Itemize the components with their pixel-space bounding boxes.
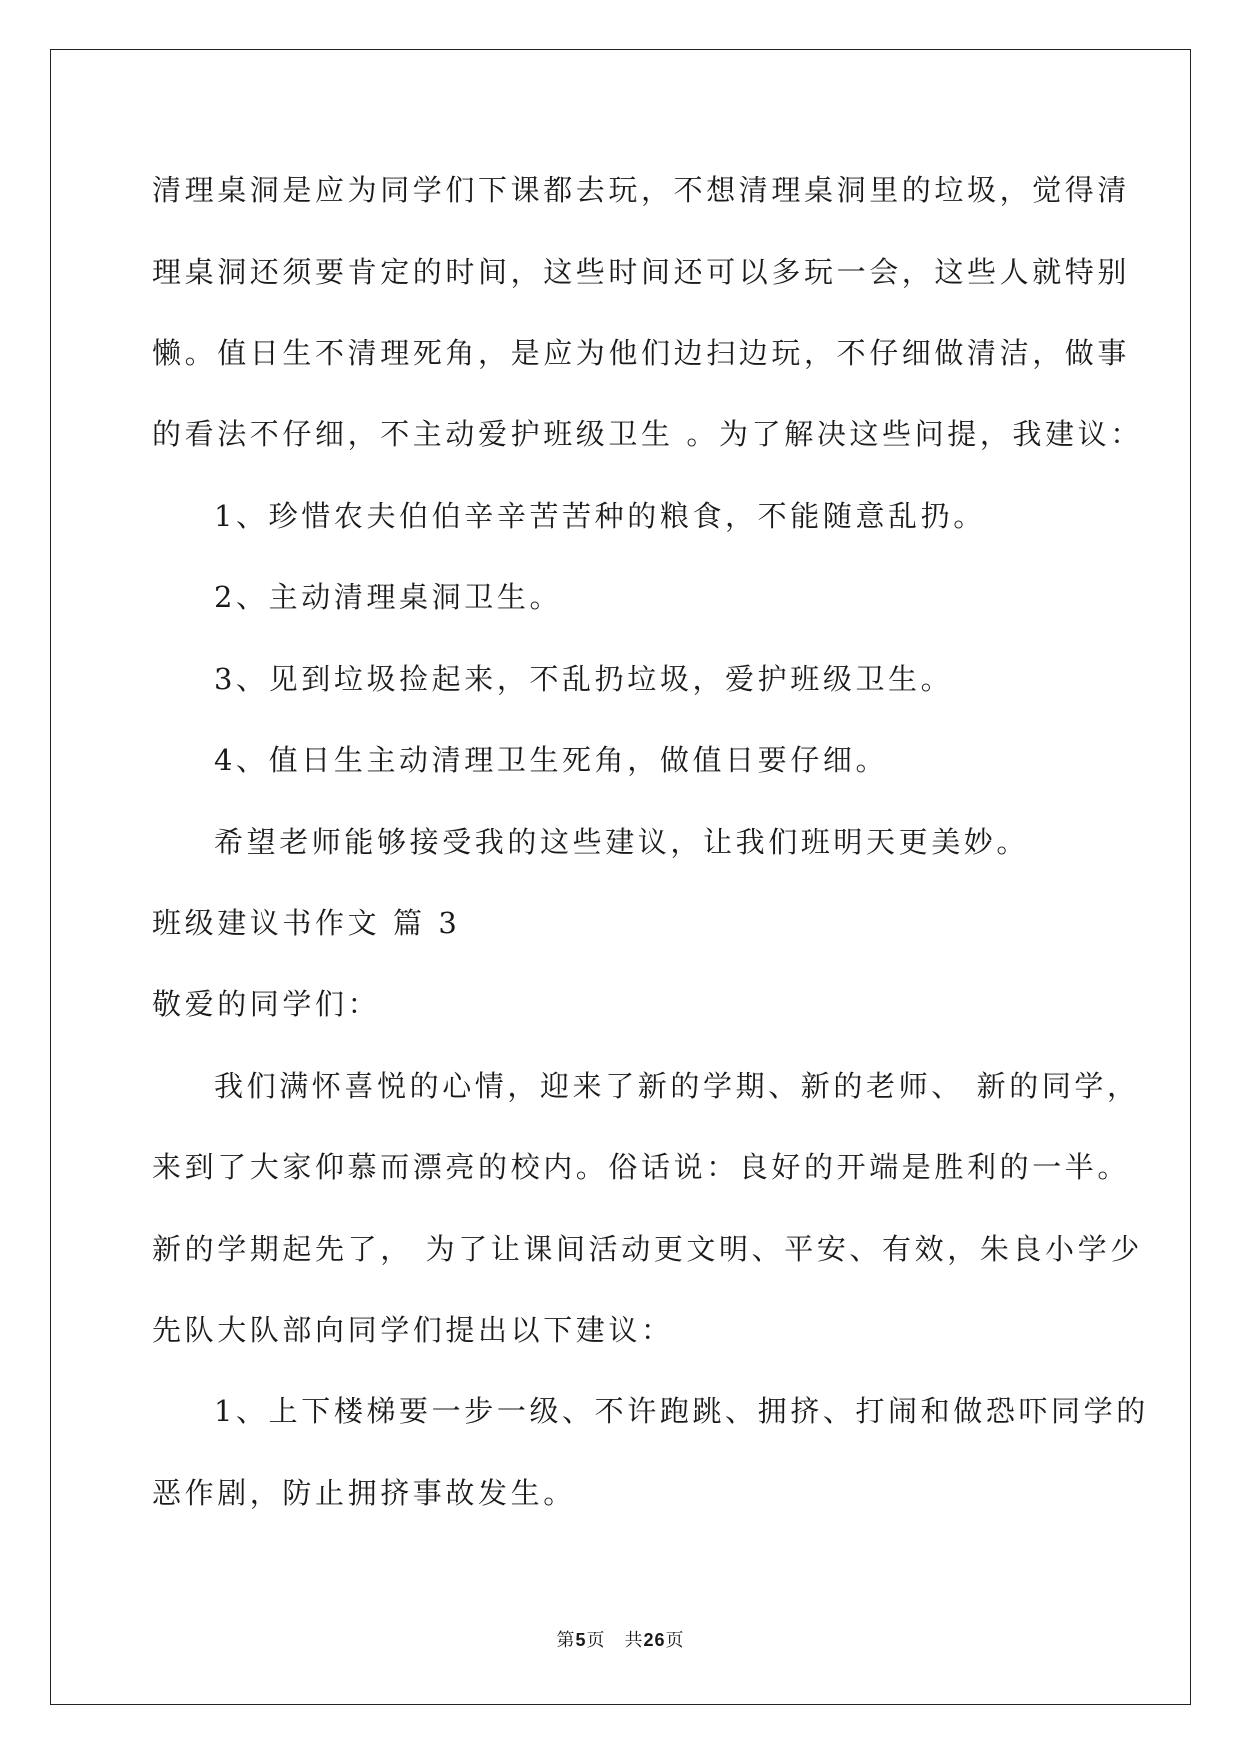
paragraph-line: 新的学期起先了， 为了让课间活动更文明、平安、有效，朱良小学少 [152,1232,1143,1266]
page-footer [0,1628,1241,1653]
paragraph-line: 清理桌洞是应为同学们下课都去玩，不想清理桌洞里的垃圾，觉得清 [152,173,1131,207]
list-item: 3、见到垃圾捡起来，不乱扔垃圾，爱护班级卫生。 [214,662,954,696]
footer-suffix: 页 [665,1630,685,1651]
paragraph-line: 希望老师能够接受我的这些建议，让我们班明天更美妙。 [214,825,1030,859]
list-item: 1、珍惜农夫伯伯辛辛苦苦种的粮食，不能随意乱扔。 [214,499,986,533]
paragraph-line: 懒。值日生不清理死角，是应为他们边扫边玩，不仔细做清洁，做事 [152,336,1131,370]
list-item: 1、上下楼梯要一步一级、不许跑跳、拥挤、打闹和做恐吓同学的 [214,1394,1149,1428]
page-frame [50,49,1191,1705]
current-page-number: 5 [575,1630,587,1650]
list-item: 2、主动清理桌洞卫生。 [214,580,563,614]
paragraph-line: 先队大队部向同学们提出以下建议： [152,1313,674,1347]
salutation: 敬爱的同学们： [152,987,381,1021]
paragraph-line: 理桌洞还须要肯定的时间，这些时间还可以多玩一会，这些人就特别 [152,255,1131,289]
footer-prefix: 第 [556,1630,576,1651]
total-page-count: 26 [643,1630,666,1650]
section-heading: 班级建议书作文 篇 3 [152,906,461,940]
list-item: 4、值日生主动清理卫生死角，做值日要仔细。 [214,743,889,777]
paragraph-line: 恶作剧，防止拥挤事故发生。 [152,1476,576,1510]
footer-mid: 页 共 [586,1630,644,1651]
paragraph-line: 我们满怀喜悦的心情，迎来了新的学期、新的老师、 新的同学， [214,1069,1140,1103]
paragraph-line: 来到了大家仰慕而漂亮的校内。俗话说：良好的开端是胜利的一半。 [152,1150,1131,1184]
paragraph-line: 的看法不仔细，不主动爱护班级卫生 。为了解决这些问提，我建议： [152,417,1143,451]
